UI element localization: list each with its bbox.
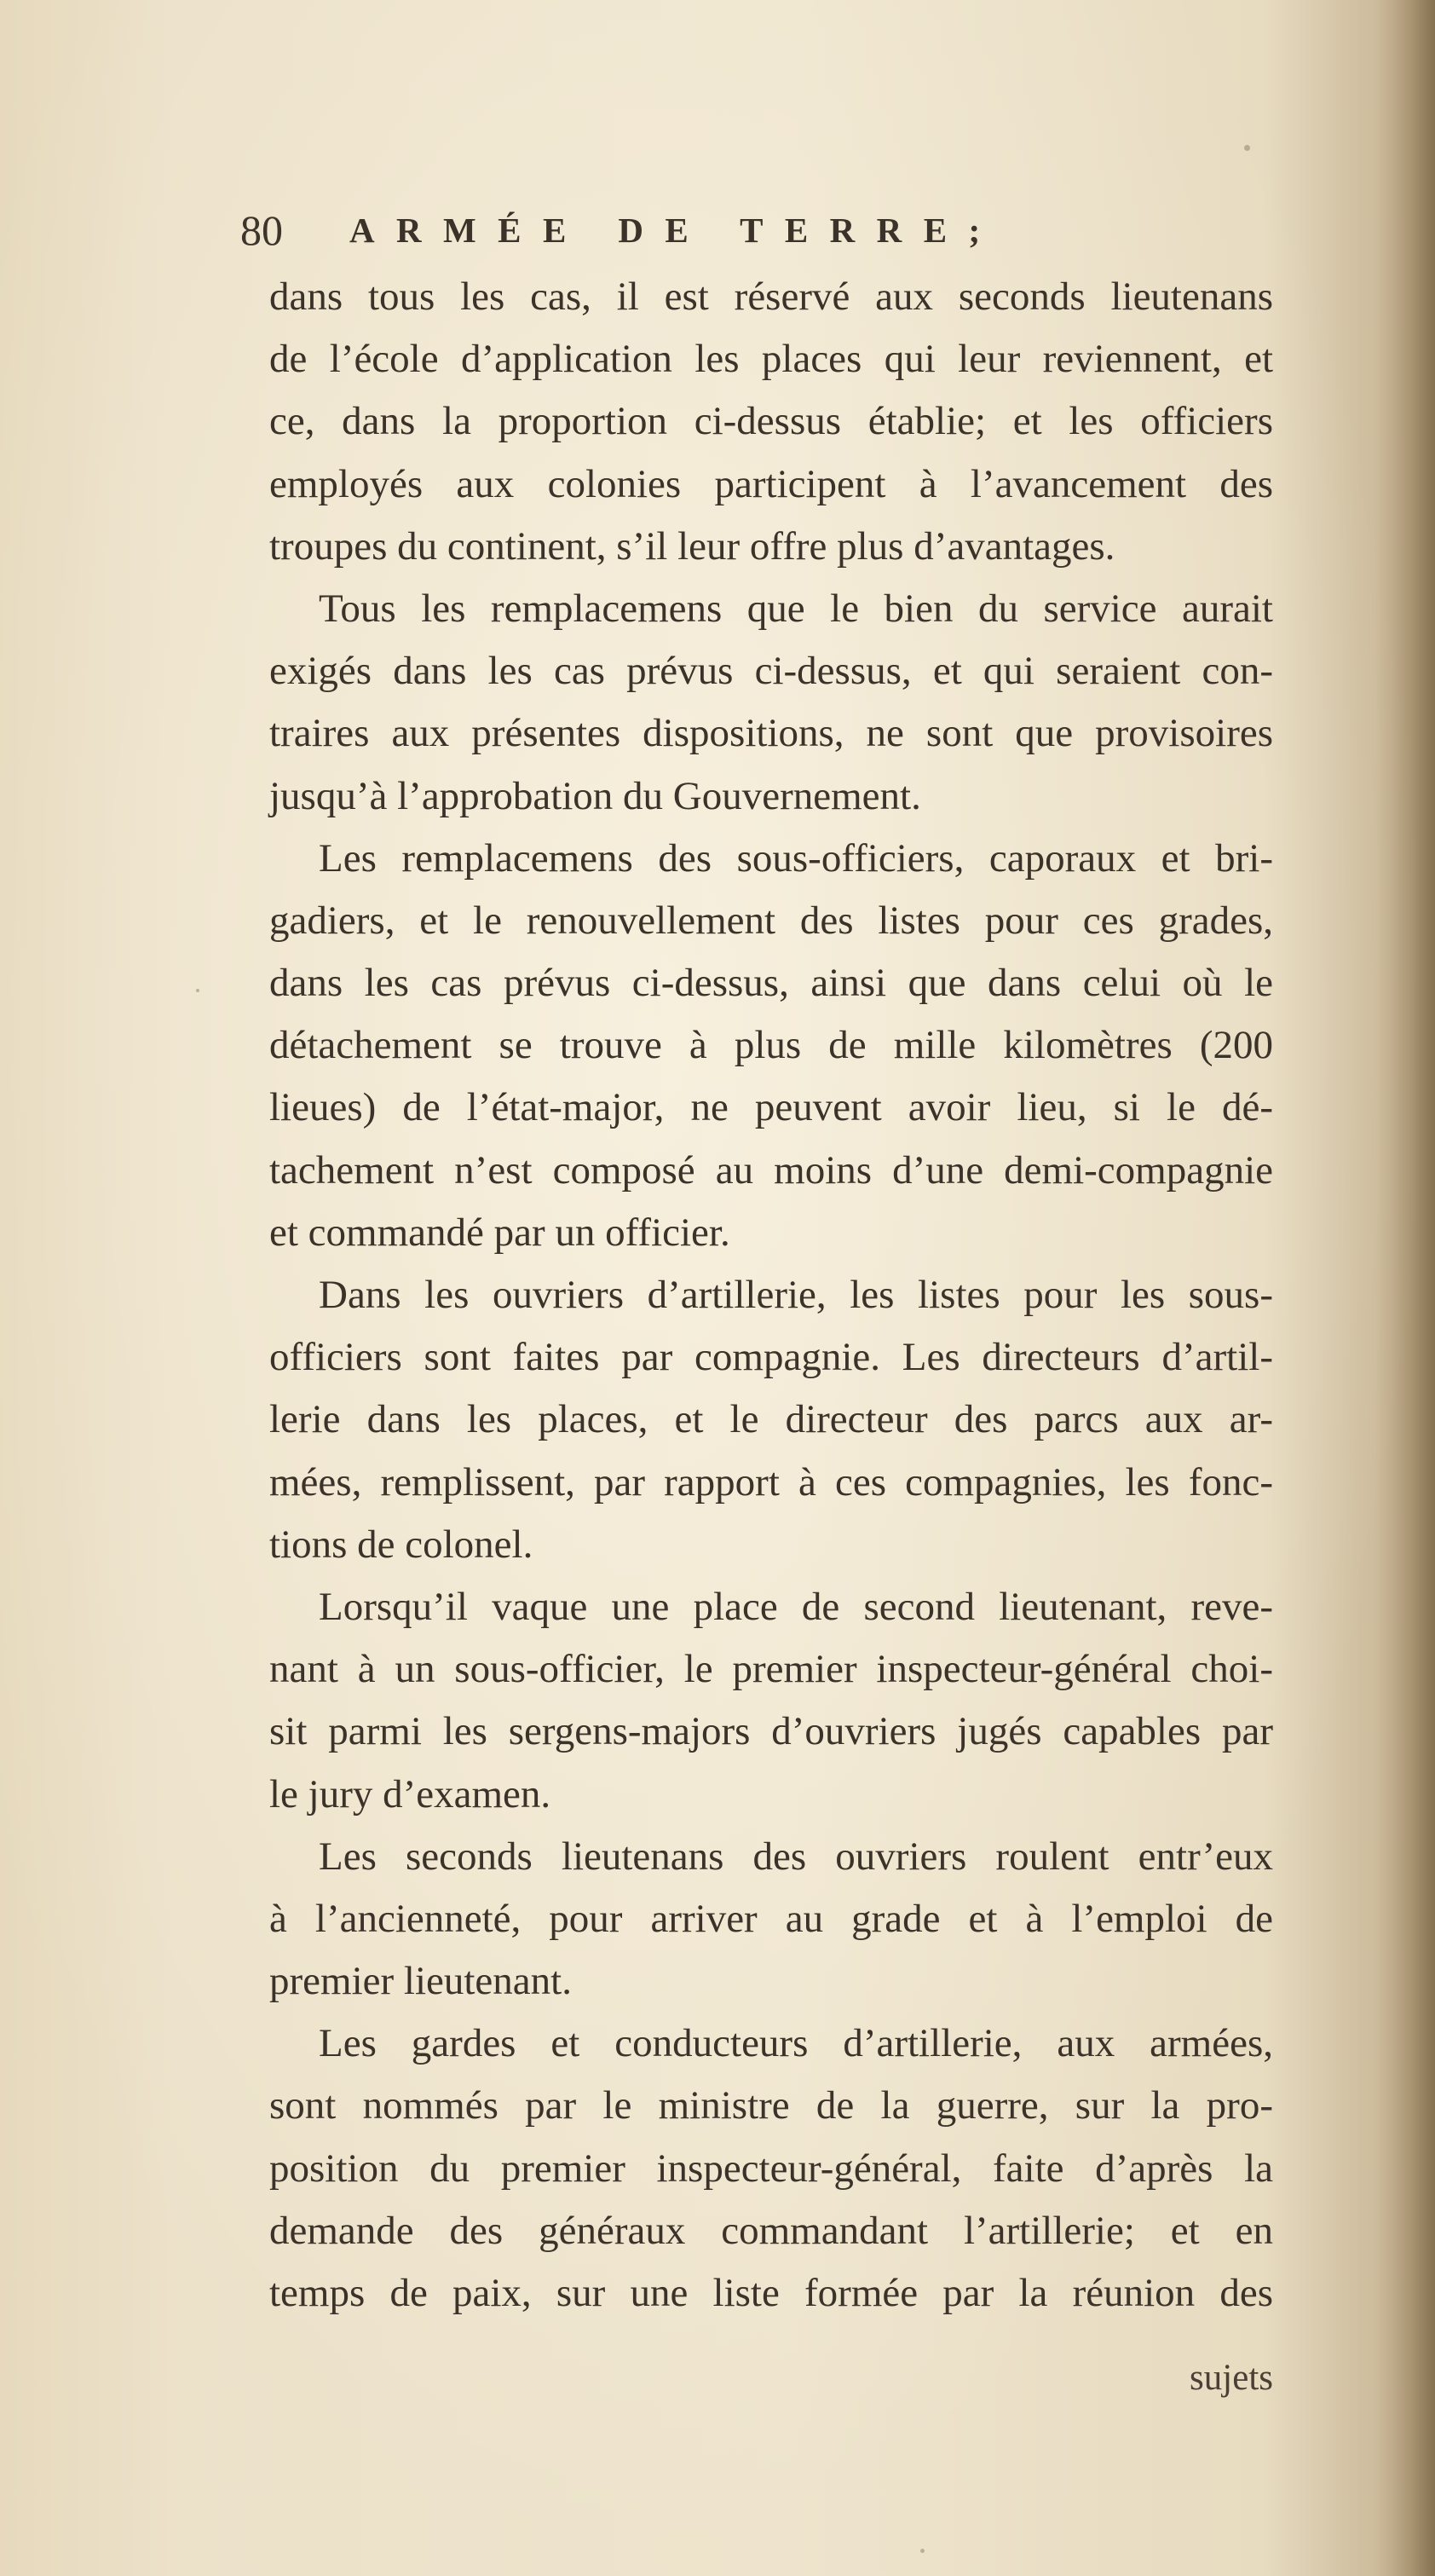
text-line: dans tous les cas, il est réservé aux seconds lieutenans <box>269 274 1273 319</box>
text-line: à l’ancienneté, pour arriver au grade et à l’emploi de <box>269 1896 1273 1941</box>
text-line: détachement se trouve à plus de mille kilomètres (200 <box>269 1023 1273 1068</box>
text-line: Dans les ouvriers d’artillerie, les listes pour les sous- <box>319 1273 1273 1317</box>
text-line: position du premier inspecteur-général, faite d’après la <box>269 2146 1273 2191</box>
running-head: ARMÉE DE TERRE; <box>349 211 1002 250</box>
text-line: lerie dans les places, et le directeur des parcs aux ar- <box>269 1397 1273 1442</box>
text-line: le jury d’examen. <box>269 1771 551 1816</box>
text-line: jusqu’à l’approbation du Gouvernement. <box>269 773 921 818</box>
catchword: sujets <box>1190 2358 1273 2398</box>
text-line: Les seconds lieutenans des ouvriers roulent entr’eux <box>319 1834 1273 1879</box>
paper-speck <box>920 2549 925 2553</box>
paper-speck <box>1244 145 1250 151</box>
text-line: Les gardes et conducteurs d’artillerie, aux armées, <box>319 2021 1273 2066</box>
text-line: de l’école d’application les places qui leur reviennent, et <box>269 337 1273 382</box>
text-line: sont nommés par le ministre de la guerre, sur la pro- <box>269 2083 1273 2128</box>
text-line: mées, remplissent, par rapport à ces compagnies, les fonc- <box>269 1459 1273 1505</box>
text-line: tachement n’est composé au moins d’une demi-compagnie <box>269 1147 1273 1193</box>
text-line: troupes du continent, s’il leur offre plus d’avantages. <box>269 523 1115 569</box>
text-line: exigés dans les cas prévus ci-dessus, et qui seraient con- <box>269 649 1273 694</box>
text-line: Lorsqu’il vaque une place de second lieutenant, reve- <box>319 1584 1273 1629</box>
body-text <box>269 266 1273 2325</box>
text-line: tions de colonel. <box>269 1522 533 1567</box>
page-number: 80 <box>240 206 283 254</box>
text-line: gadiers, et le renouvellement des listes pour ces grades, <box>269 898 1273 943</box>
text-line: nant à un sous-officier, le premier inspecteur-général choi- <box>269 1647 1273 1692</box>
paper-speck <box>196 989 199 992</box>
text-line: dans les cas prévus ci-dessus, ainsi que dans celui où le <box>269 961 1273 1006</box>
page-header <box>240 200 1237 260</box>
text-line: Les remplacemens des sous-officiers, caporaux et bri- <box>319 835 1273 881</box>
page-edge-shadow <box>1375 0 1435 2576</box>
text-line: lieues) de l’état-major, ne peuvent avoir lieu, si le dé- <box>269 1085 1273 1130</box>
text-line: officiers sont faites par compagnie. Les directeurs d’artil- <box>269 1335 1273 1380</box>
text-line: demande des généraux commandant l’artillerie; et en <box>269 2208 1273 2253</box>
text-line: temps de paix, sur une liste formée par la réunion des <box>269 2271 1273 2315</box>
text-line: Tous les remplacemens que le bien du service aurait <box>319 586 1273 631</box>
text-line: employés aux colonies participent à l’avancement des <box>269 461 1273 506</box>
text-line: premier lieutenant. <box>269 1959 572 2004</box>
text-line: ce, dans la proportion ci-dessus établie; et les officiers <box>269 399 1273 444</box>
text-line: sit parmi les sergens-majors d’ouvriers jugés capables par <box>269 1709 1273 1754</box>
text-line: et commandé par un officier. <box>269 1210 730 1255</box>
text-line: traires aux présentes dispositions, ne sont que provisoires <box>269 711 1273 756</box>
